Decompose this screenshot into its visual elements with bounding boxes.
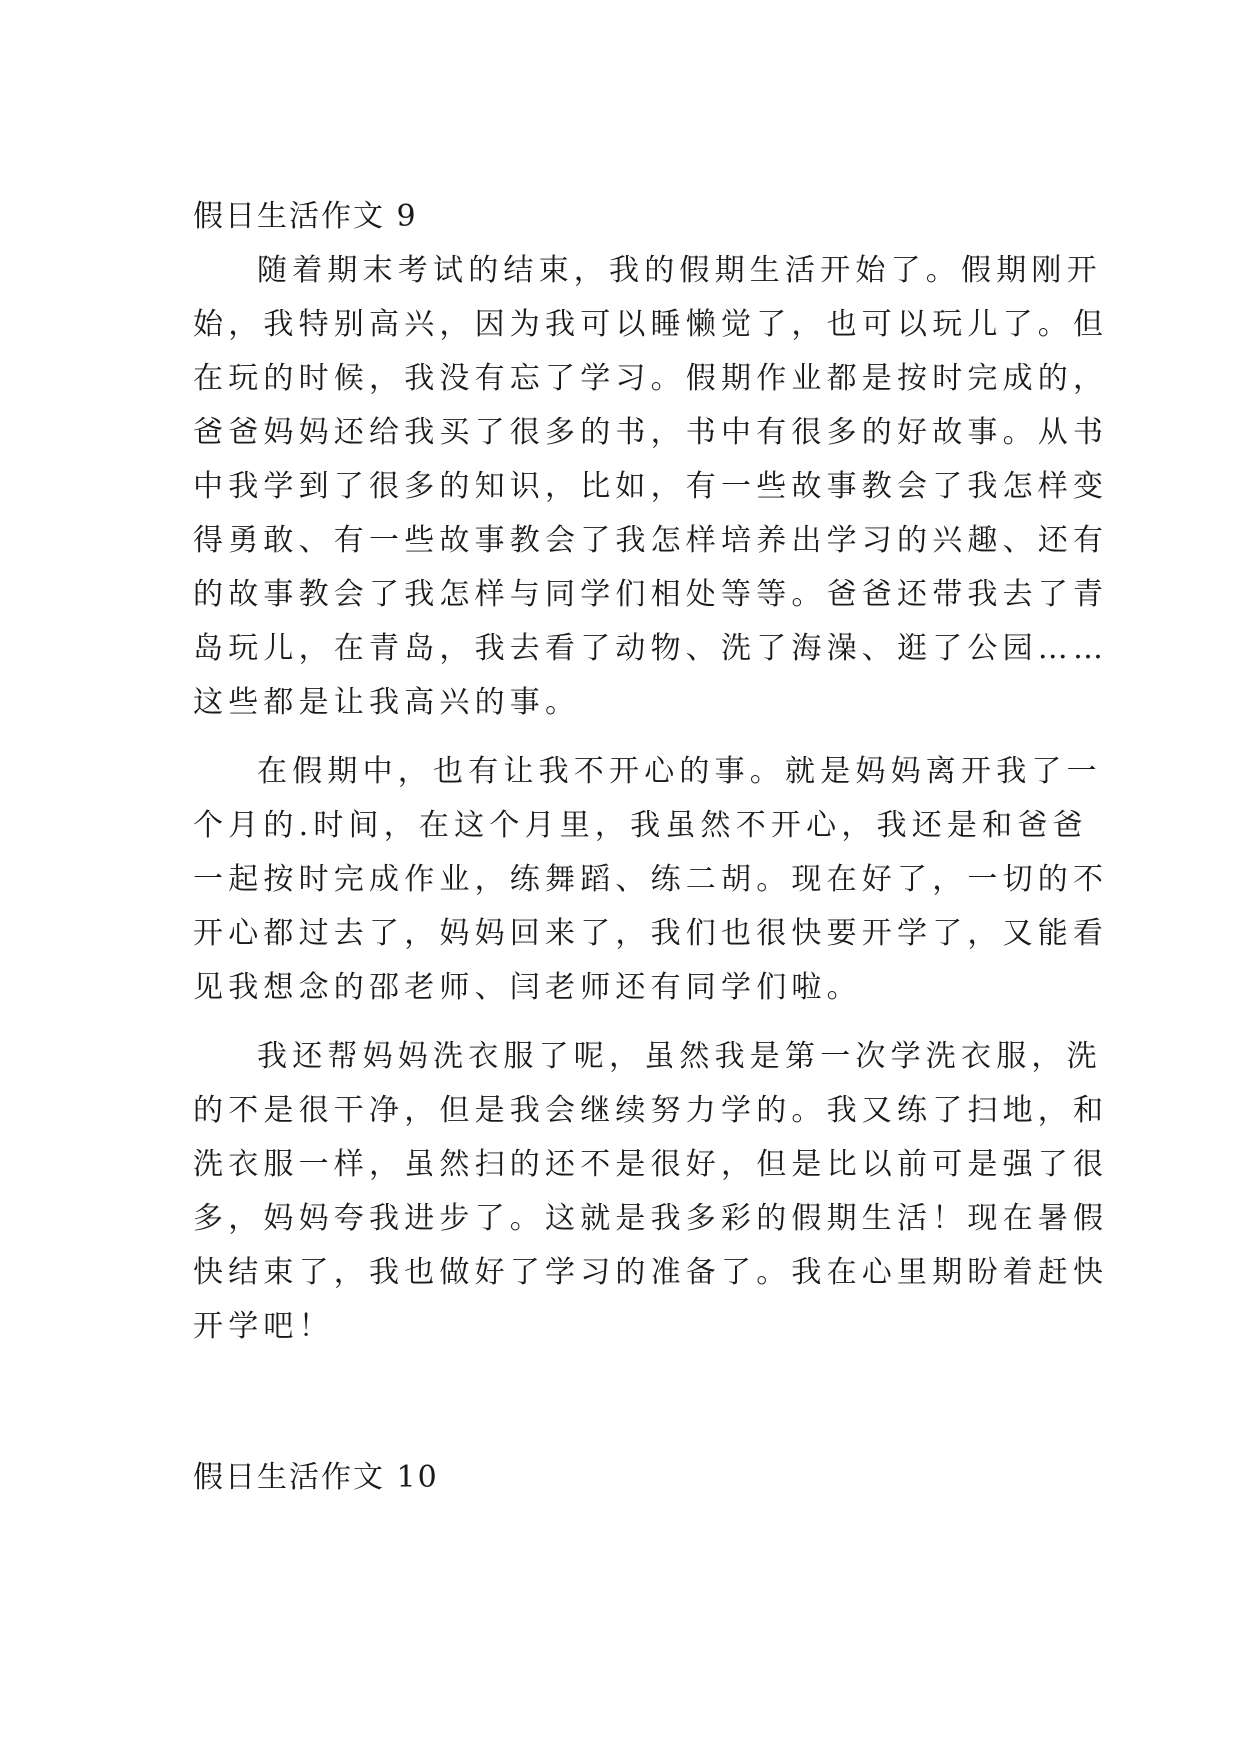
- paragraph-1-line-4: 爸爸妈妈还给我买了很多的书，书中有很多的好故事。从书: [193, 415, 1109, 450]
- paragraph-2-line-2: 个月的.时间，在这个月里，我虽然不开心，我还是和爸爸: [193, 808, 1088, 843]
- paragraph-1-line-1: 随着期末考试的结束，我的假期生活开始了。假期刚开: [257, 253, 1102, 288]
- paragraph-1-line-2: 始，我特别高兴，因为我可以睡懒觉了，也可以玩儿了。但: [193, 307, 1109, 342]
- paragraph-1-line-9: 这些都是让我高兴的事。: [193, 685, 581, 720]
- essay-10-title: 假日生活作文 10: [193, 1460, 439, 1495]
- paragraph-3-line-4: 多，妈妈夸我进步了。这就是我多彩的假期生活！现在暑假: [193, 1201, 1109, 1236]
- paragraph-1-line-3: 在玩的时候，我没有忘了学习。假期作业都是按时完成的，: [193, 361, 1109, 396]
- paragraph-2-line-1: 在假期中，也有让我不开心的事。就是妈妈离开我了一: [257, 754, 1102, 789]
- paragraph-3-line-2: 的不是很干净，但是我会继续努力学的。我又练了扫地，和: [193, 1093, 1109, 1128]
- paragraph-2-line-4: 开心都过去了，妈妈回来了，我们也很快要开学了，又能看: [193, 916, 1109, 951]
- paragraph-1-line-6: 得勇敢、有一些故事教会了我怎样培养出学习的兴趣、还有: [193, 523, 1109, 558]
- paragraph-3-line-1: 我还帮妈妈洗衣服了呢，虽然我是第一次学洗衣服，洗: [257, 1039, 1102, 1074]
- paragraph-1-line-5: 中我学到了很多的知识，比如，有一些故事教会了我怎样变: [193, 469, 1109, 504]
- essay-9-title: 假日生活作文 9: [193, 199, 418, 234]
- paragraph-3-line-5: 快结束了，我也做好了学习的准备了。我在心里期盼着赶快: [193, 1255, 1109, 1290]
- paragraph-1-line-8: 岛玩儿，在青岛，我去看了动物、洗了海澡、逛了公园……: [193, 631, 1109, 666]
- paragraph-3-line-6: 开学吧！: [193, 1309, 334, 1344]
- paragraph-1-line-7: 的故事教会了我怎样与同学们相处等等。爸爸还带我去了青: [193, 577, 1109, 612]
- paragraph-2-line-5: 见我想念的邵老师、闫老师还有同学们啦。: [193, 970, 862, 1005]
- paragraph-3-line-3: 洗衣服一样，虽然扫的还不是很好，但是比以前可是强了很: [193, 1147, 1109, 1182]
- paragraph-2-line-3: 一起按时完成作业，练舞蹈、练二胡。现在好了，一切的不: [193, 862, 1109, 897]
